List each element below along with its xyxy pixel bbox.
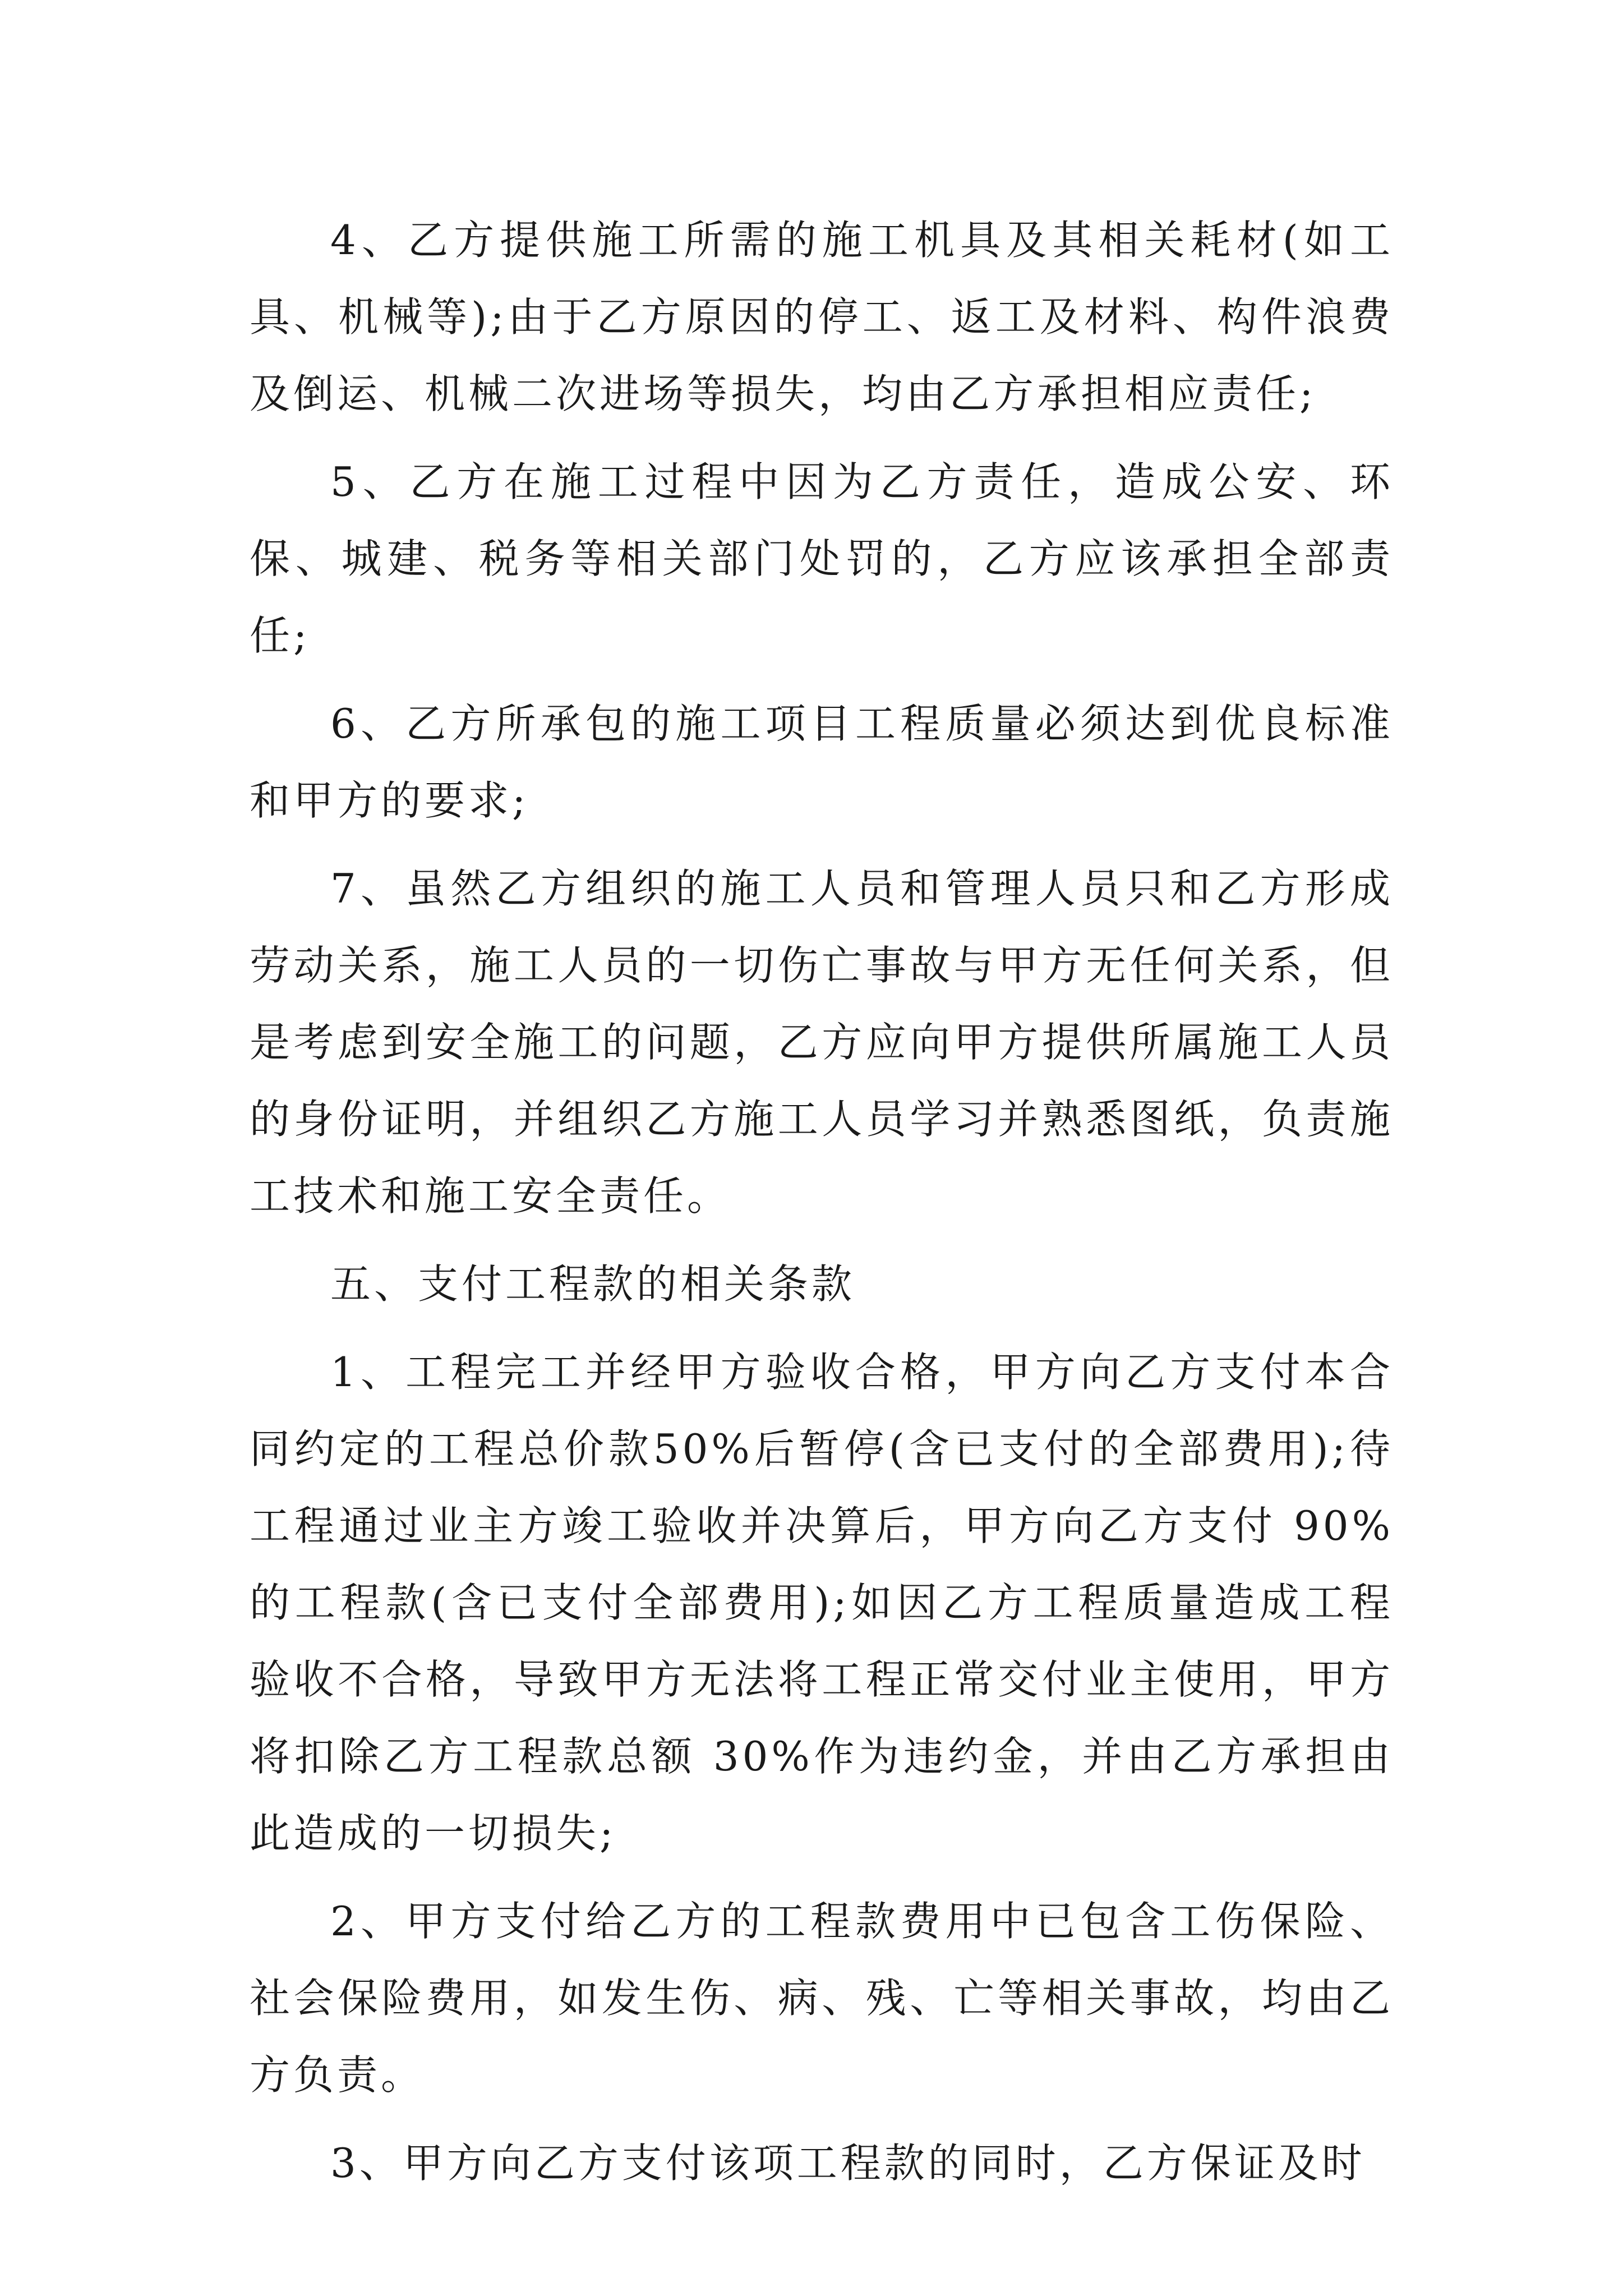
clause-5-paragraph: 5、乙方在施工过程中因为乙方责任，造成公安、环保、城建、税务等相关部门处罚的，乙方应该承担全部责任; [250, 458, 1394, 659]
clause-6-paragraph: 6、乙方所承包的施工项目工程质量必须达到优良标准和甲方的要求; [250, 700, 1394, 824]
payment-clause-3-paragraph: 3、甲方向乙方支付该项工程款的同时，乙方保证及时 [330, 2139, 1366, 2187]
payment-clause-1-paragraph: 1、工程完工并经甲方验收合格，甲方向乙方支付本合同约定的工程总价款50%后暂停(含已支付的全部费用);待工程通过业主方竣工验收并决算后，甲方向乙方支付 90%的工程款(含已支付全部费用);如因乙方工程质量造成工程验收不合格，导致甲方无法将工程正常交付业主使用，甲方将扣除乙方工程款总额 30%作为违约金，并由乙方承担由此造成的一切损失; [250, 1349, 1394, 1857]
clause-7-paragraph: 7、虽然乙方组织的施工人员和管理人员只和乙方形成劳动关系，施工人员的一切伤亡事故与甲方无任何关系，但是考虑到安全施工的问题，乙方应向甲方提供所属施工人员的身份证明，并组织乙方施工人员学习并熟悉图纸，负责施工技术和施工安全责任。 [250, 865, 1394, 1220]
clause-4-paragraph: 4、乙方提供施工所需的施工机具及其相关耗材(如工具、机械等);由于乙方原因的停工、返工及材料、构件浪费及倒运、机械二次进场等损失，均由乙方承担相应责任; [250, 217, 1394, 417]
document-body [250, 202, 1394, 2213]
section-five-heading: 五、支付工程款的相关条款 [330, 1260, 856, 1308]
payment-clause-2-paragraph: 2、甲方支付给乙方的工程款费用中已包含工伤保险、社会保险费用，如发生伤、病、残、亡等相关事故，均由乙方负责。 [250, 1898, 1394, 2099]
